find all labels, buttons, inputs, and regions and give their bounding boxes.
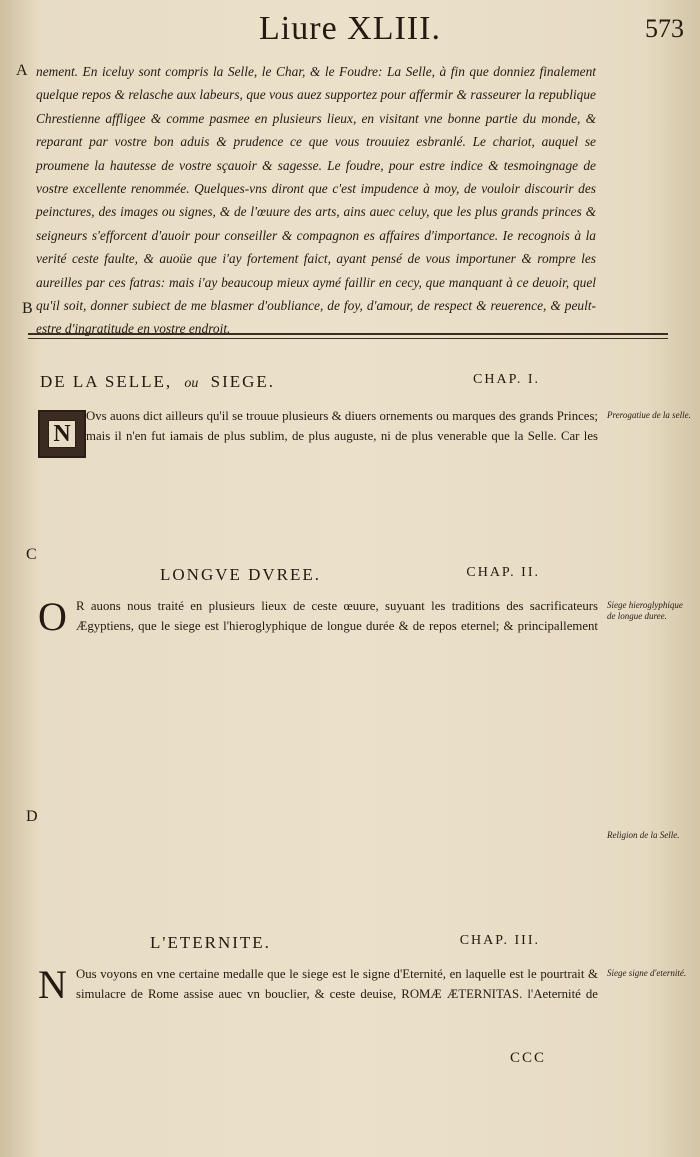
chapter-2-title <box>40 565 600 585</box>
chapter-3-dropcap: N <box>38 962 67 1007</box>
catchword: CCC <box>510 1050 547 1066</box>
chapter-1-text-continued <box>36 446 598 546</box>
chapter-2-margin-note-1: Siege hieroglyphique de longue duree. <box>607 600 683 621</box>
ornamental-initial-letter: N <box>48 420 76 448</box>
chapter-1-title <box>40 372 600 392</box>
margin-letter-b: B <box>22 300 33 317</box>
chapter-2-text: R auons nous traité en plusieurs lieux de ceste œuure, suyuant les traditions des sacrificateurs Ægyptiens, que le siege est l'hieroglyphique de longue durée & de repos eternel; & principallement <box>76 599 598 633</box>
chapter-2-text-continued <box>36 637 598 912</box>
running-header-title: Liure XLIII. <box>259 10 441 47</box>
page-number: 573 <box>645 14 684 43</box>
section-divider <box>28 333 668 335</box>
chapter-2-label: CHAP. II. <box>466 565 540 580</box>
chapter-3-label: CHAP. III. <box>459 933 540 948</box>
chapter-1-margin-note: Prerogatiue de la selle. <box>607 410 691 420</box>
margin-letter-c: C <box>26 546 37 563</box>
chapter-1-title-connector: ou <box>184 376 199 391</box>
chapter-2-dropcap: O <box>38 594 67 639</box>
opening-paragraph: nement. En iceluy sont compris la Selle, le Char, & le Foudre: La Selle, à fin que donniez finalement quelque repos & relasche aux labeurs, que vous auez supportez pour affermir & rasseurer la republique Chrestienne affligee & comme pasmee en plusieurs lieux, en visitant vne bonne partie du monde, & reparant par vostre bon aduis & prudence ce que vous trouuiez esbranlé. Le chariot, auquel se proumene la hautesse de vostre sçauoir & sagesse. Le foudre, pour estre indice & tesmoingnage de vostre excellente renommée. Quelques-vns diront que c'est impudence à moy, de vouloir discourir des peinctures, des images ou signes, & de l'œuure des arts, ains auec celuy, que les plus grands princes & seigneurs s'efforcent d'auoir pour conseiller & compagnon es affaires d'importance. Ie recognois à la verité ceste faulte, & auoüe que i'ay fortement faict, ayant pensé de vous importuner & rompre les aureilles par ces fatras: mais i'ay beaucoup mieux aymé faillir en cecy, que manquant à ce deuoir, quel qu'il soit, donner subiect de me blasmer d'oubliance, de foy, d'amour, de respect & reuerence, & peult-estre d'ingratitude en vostre endroit. <box>36 64 596 337</box>
chapter-1-label: CHAP. I. <box>473 372 540 387</box>
section-divider-thin <box>28 338 668 339</box>
margin-letter-d: D <box>26 808 38 825</box>
chapter-1-title-rest: SIEGE. <box>210 372 276 391</box>
chapter-1-title-text: DE LA SELLE, <box>40 372 173 391</box>
margin-letter-a: A <box>16 62 28 79</box>
chapter-3-margin-note: Siege signe d'eternité. <box>607 968 687 978</box>
chapter-3-title-text: L'ETERNITE. <box>150 933 271 952</box>
chapter-2-title-text: LONGVE DVREE. <box>160 565 322 584</box>
chapter-2-margin-note-2: Religion de la Selle. <box>607 830 680 840</box>
chapter-3-text: Ous voyons en vne certaine medalle que le siege est le signe d'Eternité, en laquelle est le pourtrait & simulacre de Rome assise auec vn bouclier, & ceste deuise, ROMÆ ÆTERNITAS. l'Aeternité de <box>76 967 598 1001</box>
chapter-1-text: Ovs auons dict ailleurs qu'il se trouue plusieurs & diuers ornements ou marques des grands Princes; mais il n'en fut iamais de plus sublim, de plus auguste, ni de plus venerable que la Selle. Car les <box>86 409 598 443</box>
chapter-3-title <box>40 933 600 953</box>
